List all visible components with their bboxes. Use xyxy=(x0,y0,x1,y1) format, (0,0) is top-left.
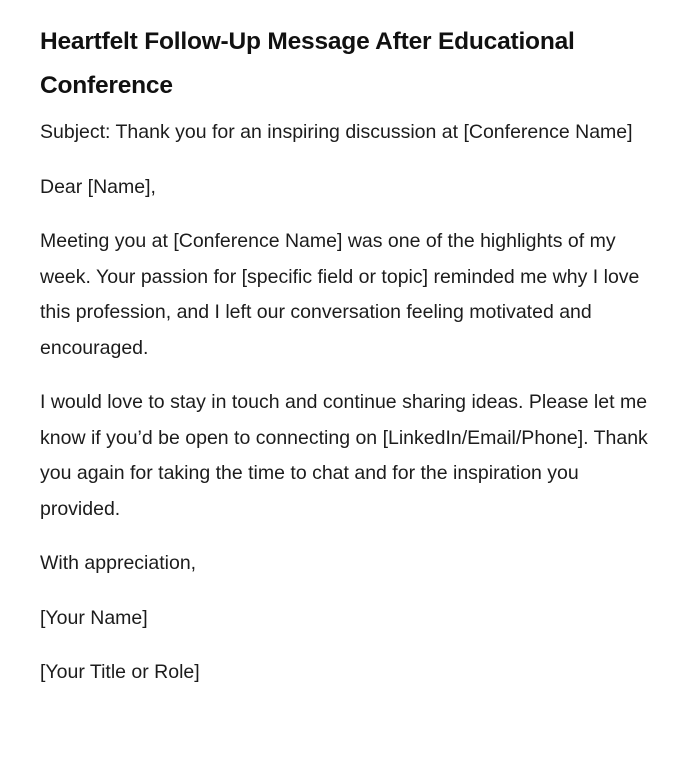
subject-line: Subject: Thank you for an inspiring discussion at [Conference Name] xyxy=(40,121,633,143)
document-title: Heartfelt Follow-Up Message After Educational Conference xyxy=(40,28,575,99)
body-paragraph-1: Meeting you at [Conference Name] was one of the highlights of my week. Your passion for [specific field or topic] reminded me why I love this profession, and I left our conversation feeling motivated and encouraged. xyxy=(40,230,640,359)
signature-name: [Your Name] xyxy=(40,606,148,629)
closing: With appreciation, xyxy=(40,552,197,574)
body-paragraph-2: I would love to stay in touch and continue sharing ideas. Please let me know if you’d be open to connecting on [LinkedIn/Email/Phone]. Thank you again for taking the time to chat and for the inspiration you provided. xyxy=(40,391,648,520)
document-body xyxy=(40,20,650,710)
signature-role: [Your Title or Role] xyxy=(40,661,200,683)
greeting: Dear [Name], xyxy=(40,175,156,198)
